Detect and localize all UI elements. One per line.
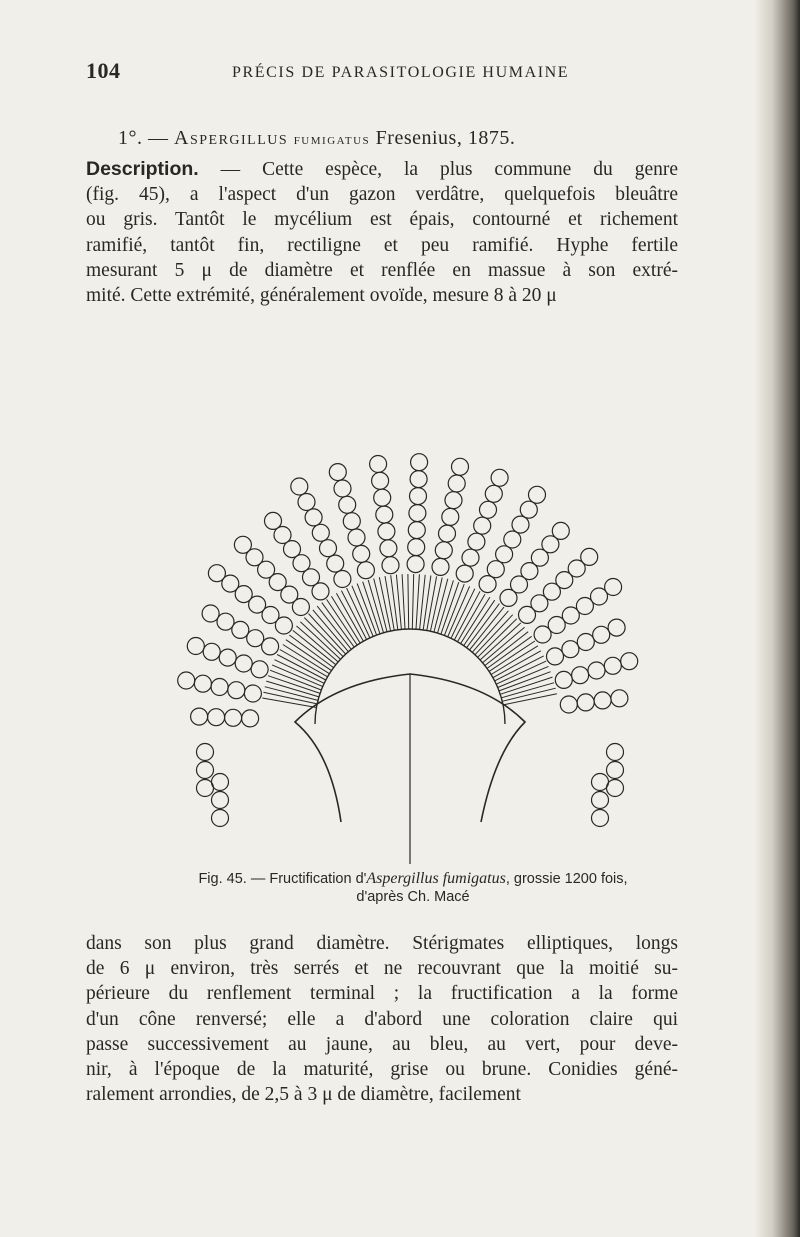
sterigma-line <box>441 582 459 634</box>
conidium <box>448 475 465 492</box>
conidium <box>212 792 229 809</box>
conidium <box>496 546 513 563</box>
conidium <box>178 672 195 689</box>
conidium <box>232 621 249 638</box>
conidium <box>348 529 365 546</box>
continuation-line: passe successivement au jaune, au bleu, au vert, pour deve- <box>86 1033 678 1055</box>
description-line: (fig. 45), a l'aspect d'un gazon verdâtre, quelquefois bleuâtre <box>86 184 678 206</box>
sterigma-line <box>347 588 370 638</box>
conidium <box>298 494 315 511</box>
conidium <box>512 516 529 533</box>
conidium <box>529 486 546 503</box>
conidium <box>312 524 329 541</box>
continuation-line: périeure du renflement terminal ; la fructification a la forme <box>86 983 678 1005</box>
description-paragraph <box>86 157 678 353</box>
conidium <box>607 744 624 761</box>
conidium <box>491 469 508 486</box>
conidium <box>410 488 427 505</box>
conidium <box>560 696 577 713</box>
sterigma-line <box>496 661 546 684</box>
conidium <box>374 489 391 506</box>
sterigma-line <box>451 589 475 639</box>
conidium <box>552 522 569 539</box>
conidium <box>435 542 452 559</box>
conidium <box>203 643 220 660</box>
conidium <box>562 641 579 658</box>
conidium <box>208 709 225 726</box>
conidium <box>432 558 449 575</box>
conidium <box>520 501 537 518</box>
conidium <box>382 557 399 574</box>
conidium <box>242 710 259 727</box>
conidium <box>244 685 261 702</box>
conidium <box>197 762 214 779</box>
conidium <box>320 540 337 557</box>
description-line: mité. Cette extrémité, généralement ovoïde, mesure 8 à 20 μ <box>86 285 557 307</box>
conidium <box>445 492 462 509</box>
conidium <box>592 792 609 809</box>
figure-drawing <box>145 352 675 864</box>
conidium <box>407 556 424 573</box>
sterigma-line <box>272 665 323 687</box>
conidium <box>480 501 497 518</box>
conidium <box>607 762 624 779</box>
sterigma-line <box>498 666 549 687</box>
conidium <box>235 655 252 672</box>
conidium <box>439 525 456 542</box>
caption-credit: d'après Ch. Macé <box>356 889 470 905</box>
conidium <box>372 472 389 489</box>
caption-species: Aspergillus fumigatus <box>366 870 506 887</box>
conidium <box>353 545 370 562</box>
conidium <box>334 571 351 588</box>
sterigma-line <box>268 676 320 694</box>
description-run-in: Description. <box>86 158 199 180</box>
conidium <box>380 540 397 557</box>
conidium <box>234 536 251 553</box>
conidium <box>191 708 208 725</box>
section-number: 1°. — <box>118 127 169 149</box>
sterigma-line <box>408 574 409 629</box>
aspergillus-fructification-figure <box>145 352 675 864</box>
conidium <box>376 506 393 523</box>
conidium <box>621 653 638 670</box>
conidium <box>408 539 425 556</box>
description-line <box>86 157 678 182</box>
conidium <box>547 648 564 665</box>
conidium <box>357 562 374 579</box>
conidium <box>611 690 628 707</box>
conidium <box>305 509 322 526</box>
continuation-line: dans son plus grand diamètre. Stérigmates elliptiques, longs <box>86 933 678 954</box>
sterigma-line <box>416 574 419 629</box>
description-line: mesurant 5 μ de diamètre et renflée en massue à son extré- <box>86 259 678 281</box>
continuation-line: nir, à l'époque de la maturité, grise ou brune. Conidies géné- <box>86 1059 678 1081</box>
caption-suffix: , grossie 1200 fois, <box>505 871 628 887</box>
conidium <box>594 692 611 709</box>
figure-caption <box>118 870 708 906</box>
conidium <box>291 478 308 495</box>
conidium <box>608 619 625 636</box>
sterigma-line <box>412 574 413 629</box>
sterigma-line <box>385 576 394 630</box>
conidium <box>604 657 621 674</box>
conidium <box>327 555 344 572</box>
conidium <box>339 496 356 513</box>
conidium <box>408 522 425 539</box>
sterigma-line <box>275 660 325 684</box>
continuation-paragraph <box>86 931 678 1107</box>
conidium <box>208 565 225 582</box>
continuation-line: de 6 μ environ, très serrés et ne recouvrant que la moitié su- <box>86 958 678 980</box>
conidium <box>211 679 228 696</box>
sterigma-line <box>402 574 405 629</box>
conidium <box>474 517 491 534</box>
conidium <box>378 523 395 540</box>
conidium <box>468 533 485 550</box>
continuation-line: d'un cône renversé; elle a d'abord une coloration claire qui <box>86 1008 678 1030</box>
species-author: Fresenius, 1875. <box>375 127 516 149</box>
conidium <box>343 513 360 530</box>
page-edge-shadow <box>754 0 800 1237</box>
conidium <box>593 626 610 643</box>
conidium <box>187 638 204 655</box>
conidium <box>581 548 598 565</box>
conidium <box>247 630 264 647</box>
conidium <box>577 634 594 651</box>
genus-name: Aspergillus <box>174 127 289 149</box>
running-head: PRÉCIS DE PARASITOLOGIE HUMAINE <box>232 64 570 81</box>
page-number: 104 <box>86 58 121 83</box>
conidium <box>212 774 229 791</box>
conidium <box>487 561 504 578</box>
conidium <box>485 485 502 502</box>
section-title <box>118 127 515 150</box>
sterigma-line <box>262 698 316 708</box>
conidium <box>605 579 622 596</box>
conidium <box>228 682 245 699</box>
conidium <box>334 480 351 497</box>
conidium <box>194 675 211 692</box>
conidium <box>452 458 469 475</box>
conidium <box>504 531 521 548</box>
conidium <box>197 744 214 761</box>
conidium <box>329 464 346 481</box>
conidium <box>411 454 428 471</box>
conidium <box>409 505 426 522</box>
conidium <box>592 810 609 827</box>
conidium <box>442 508 459 525</box>
conidium <box>588 662 605 679</box>
description-line-text: — Cette espèce, la plus commune du genre <box>198 159 678 180</box>
sterigma-line <box>427 576 437 630</box>
continuation-line: ralement arrondies, de 2,5 à 3 μ de diamètre, facilement <box>86 1084 521 1106</box>
caption-prefix: Fig. 45. — Fructification d' <box>198 871 367 887</box>
sterigma-line <box>352 586 373 637</box>
conidium <box>202 605 219 622</box>
conidium <box>592 774 609 791</box>
conidium <box>572 667 589 684</box>
conidium <box>219 649 236 666</box>
conidium <box>225 709 242 726</box>
conidium <box>479 576 496 593</box>
conidium <box>217 613 234 630</box>
conidium <box>370 456 387 473</box>
sterigma-line <box>448 586 470 637</box>
conidium <box>265 512 282 529</box>
description-line: ramifié, tantôt fin, rectiligne et peu ramifié. Hyphe fertile <box>86 234 678 256</box>
species-name: fumigatus <box>293 132 371 148</box>
conidium <box>462 549 479 566</box>
conidium <box>555 671 572 688</box>
conidium <box>577 694 594 711</box>
conidium <box>251 661 268 678</box>
description-line: ou gris. Tantôt le mycélium est épais, contourné et richement <box>86 209 678 231</box>
conidium <box>212 810 229 827</box>
conidium <box>410 471 427 488</box>
conidium <box>456 565 473 582</box>
conidium <box>262 638 279 655</box>
